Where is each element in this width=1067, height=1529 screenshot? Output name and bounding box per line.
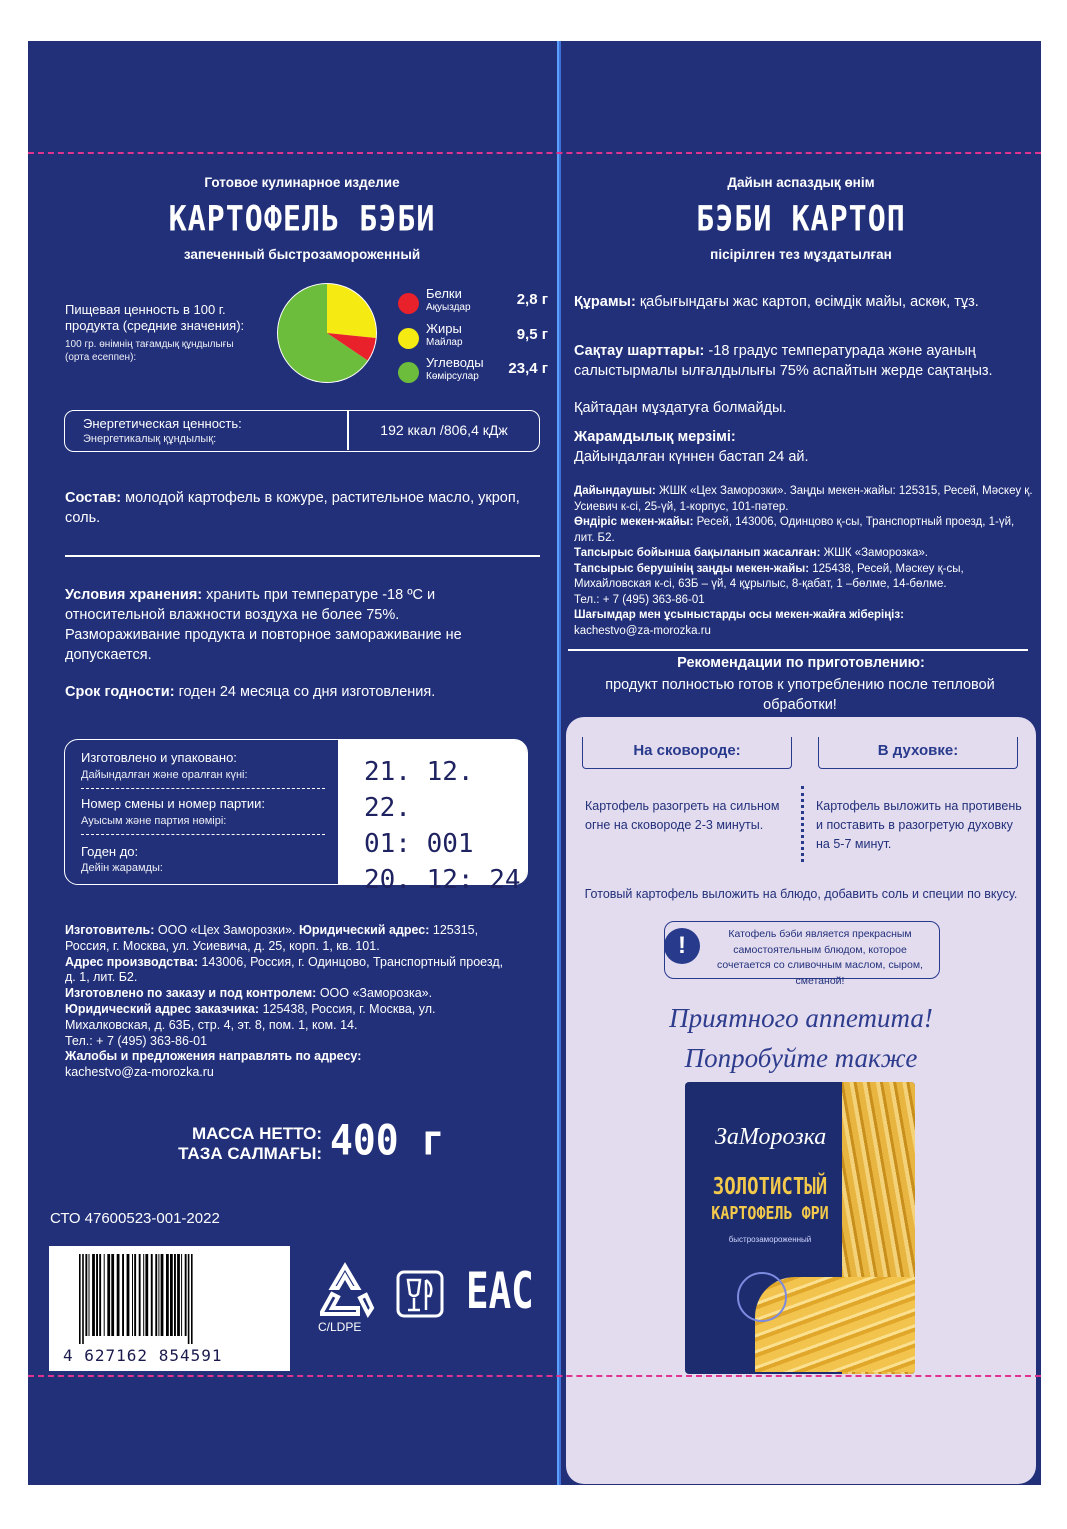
barcode-area xyxy=(49,1246,290,1371)
stamp-until: 20. 12: 24 xyxy=(364,865,521,895)
barcode-number: 4 627162 854591 xyxy=(63,1346,223,1365)
pack-brand: ЗаМорозка xyxy=(715,1124,827,1150)
pack-title-1: ЗОЛОТИСТЫЙ xyxy=(712,1173,828,1201)
kz-shelf: Жарамдылық мерзімі: Дайындалған күннен бастап 24 ай. xyxy=(574,429,809,465)
barcode-bar xyxy=(96,1254,98,1336)
ordered-by: Изготовлено по заказу и под контролем: ООО «Заморозка». xyxy=(65,986,433,1001)
made-label: Изготовлено и упаковано: xyxy=(81,750,237,765)
pie-slice-fats xyxy=(327,284,376,338)
cut-line-bottom xyxy=(28,1375,1041,1377)
proteins-value: 2,8 г xyxy=(516,291,548,308)
barcode-bar xyxy=(170,1254,173,1336)
warning-icon: ! xyxy=(664,928,700,964)
barcode-bar xyxy=(104,1254,105,1336)
energy-value: 192 ккал /806,4 кДж xyxy=(380,422,508,438)
divider xyxy=(568,649,1028,651)
complaints: Жалобы и предложения направлять по адресу: xyxy=(65,1049,362,1064)
stamp-made: 21. 12. 22. xyxy=(364,757,474,823)
barcode-bar xyxy=(191,1254,193,1344)
kz-composition: Құрамы: қабығындағы жас картоп, өсімдік майы, аскөк, тұз. xyxy=(574,294,979,310)
tip-text: Катофель бэби является прекрасным самостоятельным блюдом, которое сочетается со сливочным маслом, сыром, сметаной! xyxy=(717,928,923,987)
appetite-text: Приятного аппетита! xyxy=(669,1003,933,1033)
storage-text: хранить при температуре -18 ºС и относительной влажности воздуха не более 75%. Размораживание продукта и повторное замораживание не допускается. xyxy=(65,587,462,663)
barcode-bar xyxy=(99,1254,101,1336)
composition-text: молодой картофель в кожуре, растительное масло, укроп, соль. xyxy=(65,490,520,526)
barcode-bar xyxy=(177,1254,180,1336)
barcode-bar xyxy=(188,1254,190,1344)
nutrition-label-kz: 100 гр. өнімнің тағамдық құндылығы (орта есеппен): xyxy=(65,339,234,363)
kz-product-subtitle: пісірілген тез мұздатылған xyxy=(710,247,892,262)
related-product-pack xyxy=(685,1082,915,1374)
fats-label-kz: Майлар xyxy=(426,337,463,348)
barcode-bar xyxy=(161,1254,164,1336)
proteins-label-kz: Ақуыздар xyxy=(426,302,471,313)
barcode-bar xyxy=(174,1254,176,1336)
dates-separator xyxy=(81,834,325,835)
composition xyxy=(65,488,535,528)
barcode-bar xyxy=(132,1254,133,1336)
barcode-bar xyxy=(155,1254,157,1336)
barcode-bar xyxy=(122,1254,124,1336)
kz-product-title: БЭБИ КАРТОП xyxy=(696,199,906,240)
recycle-label: C/LDPE xyxy=(318,1320,362,1334)
pack-subtitle: быстрозамороженный xyxy=(728,1235,812,1244)
barcode-bar xyxy=(127,1254,130,1336)
try-also-text: Попробуйте также xyxy=(684,1043,918,1073)
barcode-bar xyxy=(151,1254,153,1336)
barcode-bar xyxy=(181,1254,182,1336)
rec-title: Рекомендации по приготовлению: xyxy=(677,655,925,671)
until-label: Годен до: xyxy=(81,844,139,859)
kz-storage: Сақтау шарттары: -18 градус температурада және ауаның салыстырмалы ылғалдылығы 75% аспайтын жерде сақтаңыз. xyxy=(574,343,993,379)
stamp-batch: 01: 001 xyxy=(364,829,474,859)
tab-oven: В духовке: xyxy=(818,737,1018,769)
tip-box xyxy=(664,921,940,987)
recycle-icon xyxy=(314,1262,376,1320)
carbs-label: Углеводы xyxy=(426,355,484,370)
energy-label: Энергетическая ценность: xyxy=(83,416,242,431)
barcode-bar xyxy=(117,1254,120,1336)
barcode-bar xyxy=(79,1254,81,1344)
barcode-bar xyxy=(139,1254,141,1336)
barcode-bar xyxy=(143,1254,144,1336)
barcode-bar xyxy=(107,1254,110,1336)
steps-divider xyxy=(801,786,804,862)
nutrient-carbs xyxy=(398,356,548,390)
barcode xyxy=(49,1246,290,1346)
pack-title-2: КАРТОФЕЛЬ ФРИ xyxy=(711,1202,829,1224)
pan-text: Картофель разогреть на сильном огне на сковороде 2-3 минуты. xyxy=(585,799,780,832)
energy-box xyxy=(64,410,540,452)
dates-separator xyxy=(81,788,325,789)
oven-text: Картофель выложить на противень и поставить в разогретую духовку на 5-7 минут. xyxy=(816,799,1022,851)
divider xyxy=(65,555,540,557)
barcode-bar xyxy=(89,1254,90,1336)
until-label-kz: Дейін жарамды: xyxy=(81,862,163,874)
barcode-bar xyxy=(185,1254,187,1336)
barcode-bar xyxy=(158,1254,159,1336)
manufacturer-info xyxy=(65,923,515,1081)
carbs-dot xyxy=(398,362,419,383)
mass-label: МАССА НЕТТО: ТАЗА САЛМАҒЫ: xyxy=(178,1124,322,1163)
cut-line-top xyxy=(28,152,1041,154)
barcode-bar xyxy=(111,1254,114,1336)
date-stamp-area xyxy=(338,740,527,895)
production-address: Адрес производства: 143006, Россия, г. Одинцово, Транспортный проезд, д. 1, лит. Б2. xyxy=(65,954,504,985)
barcode-bar xyxy=(85,1254,87,1336)
batch-label-kz: Ауысым және партия нөмірі: xyxy=(81,815,227,827)
carbs-label-kz: Көмірсулар xyxy=(426,371,479,382)
email: kachestvo@za-morozka.ru xyxy=(65,1065,214,1080)
proteins-label: Белки xyxy=(426,286,462,301)
storage xyxy=(65,585,510,665)
food-safe-icon xyxy=(396,1270,444,1318)
manufacturer-line: Изготовитель: ООО «Цех Заморозки». Юридический адрес: 125315, Россия, г. Москва, ул. Усиевича, д. 25, корп. 1, кв. 101. xyxy=(65,923,479,953)
shelf-text: годен 24 месяца со дня изготовления. xyxy=(178,684,436,700)
nutrient-proteins xyxy=(398,287,548,321)
shelf-life xyxy=(65,682,535,702)
fats-label: Жиры xyxy=(426,321,462,336)
barcode-bar xyxy=(92,1254,95,1336)
proteins-dot xyxy=(398,293,419,314)
energy-label-kz: Энергетикалық құндылық: xyxy=(83,433,217,445)
product-kind: Готовое кулинарное изделие xyxy=(204,175,400,190)
kz-product-kind: Дайын аспаздық өнім xyxy=(727,175,875,190)
kz-producer-info: Дайындаушы: ЖШК «Цех Заморозки». Заңды мекен-жайы: 125315, Ресей, Мәскеу қ. Усиевич к-сі, 25-үй, 1-корпус, 101-пәтер. Өндіріс мекен-жайы: Ресей, 143006, Одинцово қ-сы, Транспортный проезд, 1-үй, лит. Б2. Тапсырыс бойынша бақыланып жасалған: ЖШК «Заморозка». Тапсырыс берушінің заңды мекен-жайы: 125438, Ресей, Мәскеу қ-сы, Михайловская к-сі, 63Б – үй, 4 құрылыс, 8-қабат, 1 –бөлме, 14-бөлме. Тел.: + 7 (495) 363-86-01 Шағымдар мен ұсыныстарды осы мекен-жайға жіберіңіз: kachestvo@za-morozka.ru xyxy=(574,485,1033,637)
barcode-bar xyxy=(134,1254,136,1336)
carbs-value: 23,4 г xyxy=(508,360,548,377)
batch-label: Номер смены и номер партии: xyxy=(81,796,266,811)
rec-text: продукт полностью готов к употреблению после тепловой обработки! xyxy=(605,677,995,713)
nutrition-label: Пищевая ценность в 100 г. продукта (средние значения): xyxy=(65,302,245,333)
made-label-kz: Дайындалған және оралған күні: xyxy=(81,769,248,781)
nutrient-fats xyxy=(398,322,548,356)
barcode-bar xyxy=(166,1254,169,1336)
fats-value: 9,5 г xyxy=(516,326,548,343)
phone: Тел.: + 7 (495) 363-86-01 xyxy=(65,1033,208,1048)
pan-icon xyxy=(737,1272,787,1322)
barcode-bar xyxy=(82,1254,84,1344)
serve-text: Готовый картофель выложить на блюдо, добавить соль и специи по вкусу. xyxy=(584,887,1018,901)
mass-value: 400 г xyxy=(330,1115,445,1165)
kz-no-refreeze: Қайтадан мұздатуға болмайды. xyxy=(574,400,787,416)
client-address: Юридический адрес заказчика: 125438, Россия, г. Москва, ул. Михалковская, д. 63Б, стр. 4, эт. 8, пом. 1, ком. 14. xyxy=(65,1001,436,1032)
standard-number: СТО 47600523-001-2022 xyxy=(50,1210,220,1227)
shelf-label: Срок годности: xyxy=(65,684,175,700)
composition-label: Состав: xyxy=(65,490,122,506)
eac-mark: EAC xyxy=(466,1262,534,1320)
fats-dot xyxy=(398,328,419,349)
tab-pan: На сковороде: xyxy=(582,737,792,769)
product-title: КАРТОФЕЛЬ БЭБИ xyxy=(168,199,436,240)
nutrition-pie-chart xyxy=(276,282,378,384)
dates-box xyxy=(64,739,528,895)
barcode-bar xyxy=(145,1254,148,1336)
product-subtitle: запеченный быстрозамороженный xyxy=(183,247,421,262)
storage-label: Условия хранения: xyxy=(65,587,203,603)
